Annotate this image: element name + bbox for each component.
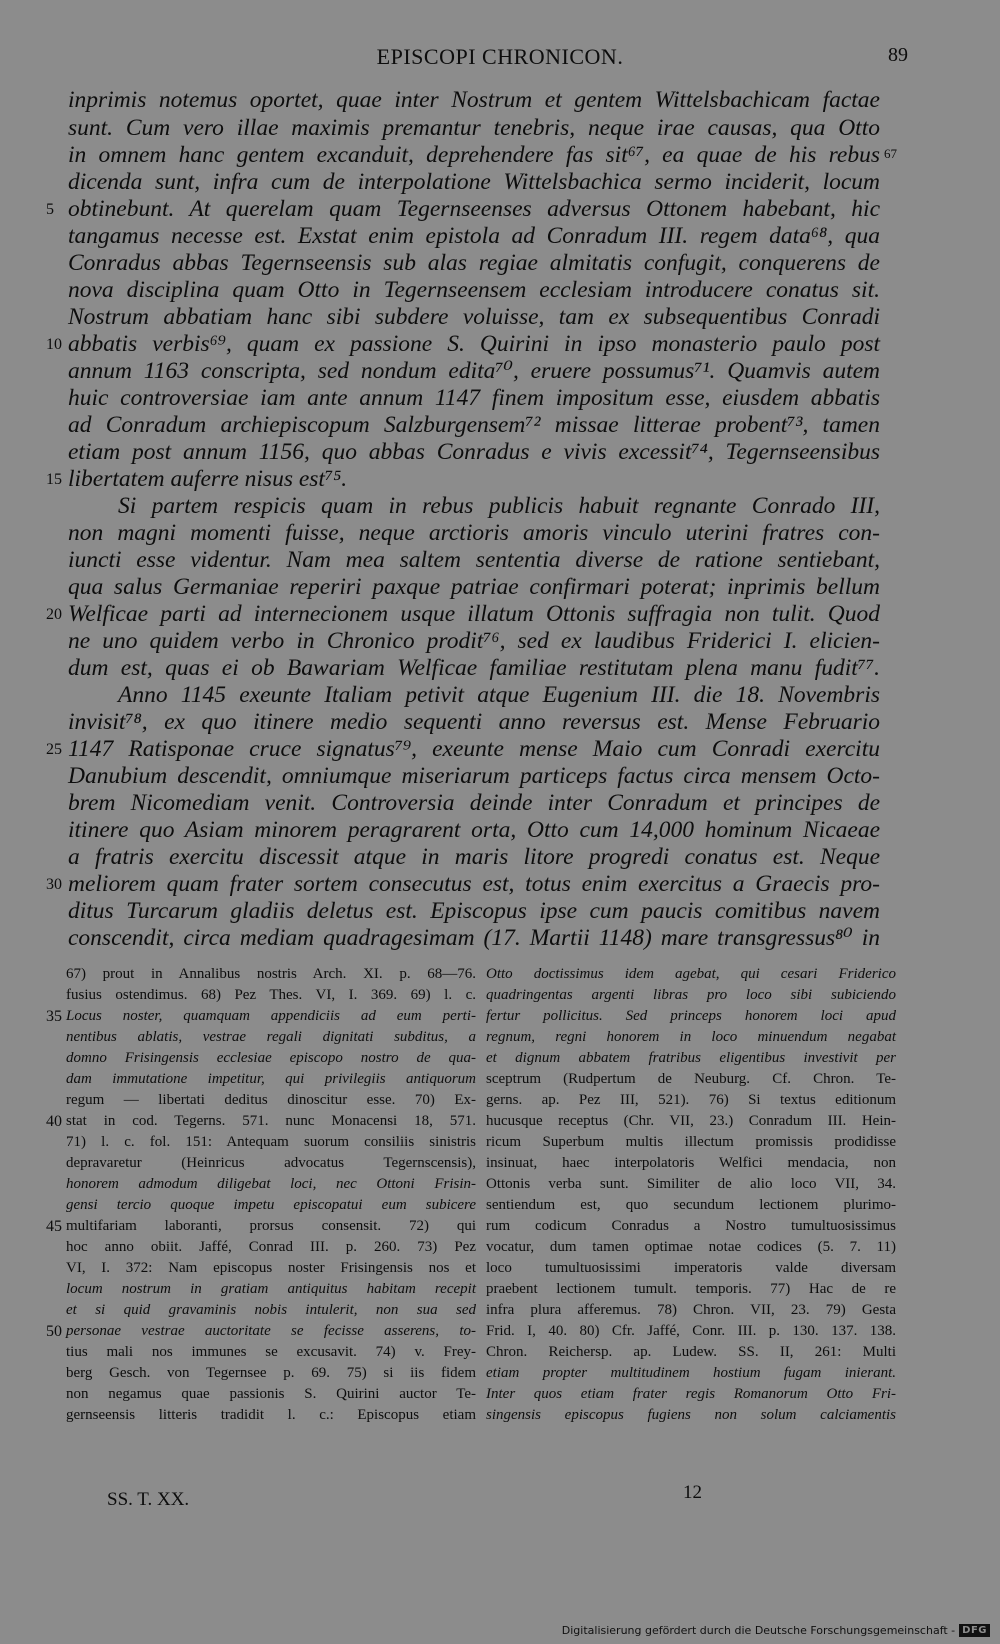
text-line: meliorem quam frater sortem consecutus est, totus enim exercitus a Graecis pro- — [68, 871, 880, 897]
text-line: qua salus Germaniae reperiri paxque patriae confirmari poterat; inprimis bellum — [68, 574, 880, 600]
footnote-line: Inter quos etiam frater regis Romanorum Otto Fri- — [486, 1386, 896, 1402]
text-line: itinere quo Asiam minorem peragrarent orta, Otto cum 14,000 hominum Nicaeae — [68, 817, 880, 843]
text-line: tangamus necesse est. Exstat enim epistola ad Conradum III. regem data⁶⁸, qua — [68, 223, 880, 249]
footnote-line: et si quid gravaminis nobis intulerit, non sua sed — [66, 1302, 476, 1318]
margin-footnote-ref: 67 — [884, 146, 897, 161]
text-line: libertatem auferre nisus est⁷⁵. — [68, 466, 348, 492]
line-number: 45 — [46, 1218, 62, 1235]
page-number: 89 — [888, 44, 908, 66]
footnote-line: praebent lectionem tumult. temporis. 77) Hac de re — [486, 1281, 896, 1297]
footnote-line: nentibus ablatis, vestrae regali dignitati subditus, a — [66, 1029, 476, 1045]
text-line: ditus Turcarum gladiis deletus est. Episcopus ipse cum paucis comitibus navem — [68, 898, 880, 924]
footnote-line: fertur pollicitus. Sed princeps honorem loci apud — [486, 1008, 896, 1024]
text-line: dum est, quas ei ob Bawariam Welficae familiae restitutam plena manu fudit⁷⁷. — [68, 655, 880, 681]
line-number: 50 — [46, 1323, 62, 1340]
footnote-line: gensi tercio quoque impetu episcopatui eum subicere — [66, 1197, 476, 1213]
footnote-line: Ottonis verba sunt. Similiter de alio loco VII, 34. — [486, 1176, 896, 1192]
footnotes-left-column — [66, 964, 476, 1424]
footnote-line: 71) l. c. fol. 151: Antequam suorum consiliis sinistris — [66, 1134, 476, 1150]
footnote-line: Locus noster, quamquam appendiciis ad eum perti- — [66, 1008, 476, 1024]
footnote-line: dam immutatione impetitur, qui privilegiis antiquorum — [66, 1071, 476, 1087]
footnote-line: personae vestrae auctoritate se fecisse asserens, to- — [66, 1323, 476, 1339]
text-line: ne uno quidem verbo in Chronico prodit⁷⁶, sed ex laudibus Friderici I. elicien- — [68, 628, 880, 654]
line-number: 35 — [46, 1008, 62, 1025]
text-line: dicenda sunt, infra cum de interpolatione Wittelsbachica sermo inciderit, locum — [68, 169, 880, 195]
line-number: 40 — [46, 1113, 62, 1130]
text-line: huic controversiae iam ante annum 1147 finem impositum esse, eiusdem abbatis — [68, 385, 880, 411]
text-line: abbatis verbis⁶⁹, quam ex passione S. Quirini in ipso monasterio paulo post — [68, 331, 880, 357]
footnote-line: tius mali nos immunes se excusavit. 74) v. Frey- — [66, 1344, 476, 1360]
footnote-line: sceptrum (Rudpertum de Neuburg. Cf. Chron. Te- — [486, 1071, 896, 1087]
line-number: 25 — [46, 741, 62, 758]
line-number: 10 — [46, 336, 62, 353]
text-line: iuncti esse videntur. Nam mea saltem sententia diverse de ratione sentiebant, — [68, 547, 880, 573]
text-line: Danubium descendit, omniumque miseriarum particeps factus circa mensem Octo- — [68, 763, 880, 789]
volume-signature: SS. T. XX. — [107, 1489, 190, 1510]
text-line: etiam post annum 1156, quo abbas Conradus e vivis excessit⁷⁴, Tegernseensibus — [68, 439, 880, 465]
footnote-line: gerns. ap. Pez III, 521). 76) Si textus editionum — [486, 1092, 896, 1108]
text-line: Nostrum abbatiam hanc sibi subdere voluisse, tam ex subsequentibus Conradi — [68, 304, 880, 330]
footnote-line: gernseensis litteris tradidit l. c.: Episcopus etiam — [66, 1407, 476, 1423]
text-line: nova disciplina quam Otto in Tegernseensem ecclesiam introducere conatus sit. — [68, 277, 880, 303]
footnote-line: berg Gesch. von Tegernsee p. 69. 75) si iis fidem — [66, 1365, 476, 1381]
footnote-line: etiam propter multitudinem hostium fugam inierant. — [486, 1365, 896, 1381]
text-line: inprimis notemus oportet, quae inter Nostrum et gentem Wittelsbachicam factae — [68, 87, 880, 113]
footnote-line: hucusque receptus (Chr. VII, 23.) Conradum III. Hein- — [486, 1113, 896, 1129]
footnote-line: hoc anno obiit. Jaffé, Conrad III. p. 260. 73) Pez — [66, 1239, 476, 1255]
footnote-line: regum — libertati deditus dinoscitur esse. 70) Ex- — [66, 1092, 476, 1108]
footnote-line: VI, I. 372: Nam episcopus noster Frisingensis nos et — [66, 1260, 476, 1276]
line-number: 15 — [46, 471, 62, 488]
footnote-line: non negamus quae passionis S. Quirini auctor Te- — [66, 1386, 476, 1402]
footnote-line: 67) prout in Annalibus nostris Arch. XI. p. 68—76. — [66, 966, 476, 982]
funding-credit-text: Digitalisierung gefördert durch die Deutsche Forschungsgemeinschaft - — [561, 1624, 956, 1637]
footnote-line: domno Frisingensis ecclesiae episcopo nostro de qua- — [66, 1050, 476, 1066]
footnote-line: quadringentas argenti libras pro loco sibi subiciendo — [486, 987, 896, 1003]
text-line: Anno 1145 exeunte Italiam petivit atque Eugenium III. die 18. Novembris — [118, 682, 880, 708]
funding-credit — [562, 1624, 990, 1637]
text-line: in omnem hanc gentem excanduit, deprehendere fas sit⁶⁷, ea quae de his rebus — [68, 142, 880, 168]
footnote-line: et dignum abbatem fratribus eligentibus investivit per — [486, 1050, 896, 1066]
text-line: invisit⁷⁸, ex quo itinere medio sequenti anno reversus est. Mense Februario — [68, 709, 880, 735]
dfg-logo: DFG — [959, 1624, 990, 1637]
text-line: non magni momenti fuisse, neque arctioris amoris vinculo uterini fratres con- — [68, 520, 880, 546]
footnote-line: Otto doctissimus idem agebat, qui cesari Friderico — [486, 966, 896, 982]
footnote-line: rum codicum Conradus a Nostro tumultuosissimus — [486, 1218, 896, 1234]
footnote-line: fusius ostendimus. 68) Pez Thes. VI, I. 369. 69) l. c. — [66, 987, 476, 1003]
footnote-line: regnum, regni honorem in loco minuendum negabat — [486, 1029, 896, 1045]
text-line: Conradus abbas Tegernseensis sub alas regiae almitatis confugit, conquerens de — [68, 250, 880, 276]
text-line: Welficae parti ad internecionem usque illatum Ottonis suffragia non tulit. Quod — [68, 601, 880, 627]
text-line: obtinebunt. At querelam quam Tegernseenses adversus Ottonem habebant, hic — [68, 196, 880, 222]
footnote-line: loco tumultuosissimi imperatoris valde diversam — [486, 1260, 896, 1276]
footnote-line: infra plura afferemus. 78) Chron. VII, 23. 79) Gesta — [486, 1302, 896, 1318]
footnote-line: stat in cod. Tegerns. 571. nunc Monacensi 18, 571. — [66, 1113, 476, 1129]
text-line: annum 1163 conscripta, sed nondum edita⁷⁰, eruere possumus⁷¹. Quamvis autem — [68, 358, 880, 384]
sheet-signature: 12 — [683, 1482, 702, 1503]
text-line: sunt. Cum vero illae maximis premantur tenebris, neque irae causas, qua Otto — [68, 115, 880, 141]
footnote-line: ricum Superbum multis illectum promissis prodidisse — [486, 1134, 896, 1150]
line-number: 20 — [46, 606, 62, 623]
text-line: ad Conradum archiepiscopum Salzburgensem⁷² missae litterae probent⁷³, tamen — [68, 412, 880, 438]
footnote-line: vocatur, dum tamen optimae notae codices (5. 7. 11) — [486, 1239, 896, 1255]
text-line: a fratris exercitu discessit atque in maris litore progredi conatus est. Neque — [68, 844, 880, 870]
line-number: 30 — [46, 876, 62, 893]
footnote-line: Chron. Reichersp. ap. Ludew. SS. II, 261: Multi — [486, 1344, 896, 1360]
line-number: 5 — [46, 201, 54, 218]
text-line: conscendit, circa mediam quadragesimam (17. Martii 1148) mare transgressus⁸⁰ in — [68, 925, 880, 951]
footnote-line: singensis episcopus fugiens non solum calciamentis — [486, 1407, 896, 1423]
footnotes-right-column — [486, 964, 896, 1424]
running-header-title: EPISCOPI CHRONICON. — [376, 44, 624, 69]
footnote-line: locum nostrum in gratiam antiquitus habitam recepit — [66, 1281, 476, 1297]
footnote-line: multifariam laboranti, prorsus consensit. 72) qui — [66, 1218, 476, 1234]
footnote-line: insinuat, haec interpolatoris Welfici mendacia, non — [486, 1155, 896, 1171]
text-line: brem Nicomediam venit. Controversia deinde inter Conradum et principes de — [68, 790, 880, 816]
footnote-line: honorem admodum diligebat loci, nec Ottoni Frisin- — [66, 1176, 476, 1192]
footnote-line: depravaretur (Heinricus advocatus Tegernscensis), — [66, 1155, 476, 1171]
footnote-line: sentiendum est, quo secundum lectionem plurimo- — [486, 1197, 896, 1213]
footnote-line: Frid. I, 40. 80) Cfr. Jaffé, Conr. III. p. 130. 137. 138. — [486, 1323, 896, 1339]
text-line: Si partem respicis quam in rebus publicis habuit regnante Conrado III, — [118, 493, 880, 519]
text-line: 1147 Ratisponae cruce signatus⁷⁹, exeunte mense Maio cum Conradi exercitu — [68, 736, 880, 762]
